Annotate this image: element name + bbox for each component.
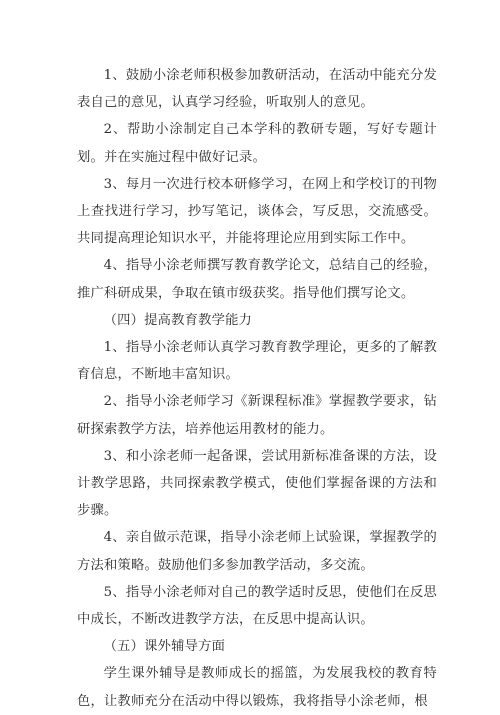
paragraph-teaching-4: 4、亲自做示范课，指导小涂老师上试验课，掌握教学的方法和策略。鼓励他们多参加教学活动，多交流。 bbox=[77, 530, 437, 573]
paragraph-research-4: 4、指导小涂老师撰写教育教学论文，总结自己的经验，推广科研成果，争取在镇市级获奖。指导他们撰写论文。 bbox=[77, 258, 437, 301]
paragraph-extracurricular-1: 学生课外辅导是教师成长的摇篮，为发展我校的教育特色，让教师充分在活动中得以锻炼，我将指导小涂老师，根 bbox=[77, 666, 437, 709]
section-heading-4: （四）提高教育教学能力 bbox=[103, 312, 253, 328]
paragraph-teaching-5: 5、指导小涂老师对自己的教学适时反思，使他们在反思中成长，不断改进教学方法，在反思中提高认识。 bbox=[77, 584, 437, 628]
paragraph-research-2: 2、帮助小涂制定自己本学科的教研专题，写好专题计划。并在实施过程中做好记录。 bbox=[77, 122, 437, 165]
section-heading-5: （五）课外辅导方面 bbox=[103, 639, 226, 655]
paragraph-teaching-3: 3、和小涂老师一起备课，尝试用新标准备课的方法，设计教学思路，共同探索教学模式，使他们掌握备课的方法和步骤。 bbox=[77, 448, 437, 519]
paragraph-research-3: 3、每月一次进行校本研修学习，在网上和学校订的刊物上查找进行学习，抄写笔记，谈体会，写反思，交流感受。共同提高理论知识水平，并能将理论应用到实际工作中。 bbox=[77, 176, 437, 247]
paragraph-teaching-2: 2、指导小涂老师学习《新课程标准》掌握教学要求，钻研探索教学方法，培养他运用教材的能力。 bbox=[77, 394, 437, 437]
document-body bbox=[77, 62, 437, 715]
paragraph-research-1: 1、鼓励小涂老师积极参加教研活动，在活动中能充分发表自己的意见，认真学习经验，听取别人的意见。 bbox=[77, 68, 437, 111]
paragraph-teaching-1: 1、指导小涂老师认真学习教育教学理论，更多的了解教育信息，不断地丰富知识。 bbox=[77, 340, 437, 383]
